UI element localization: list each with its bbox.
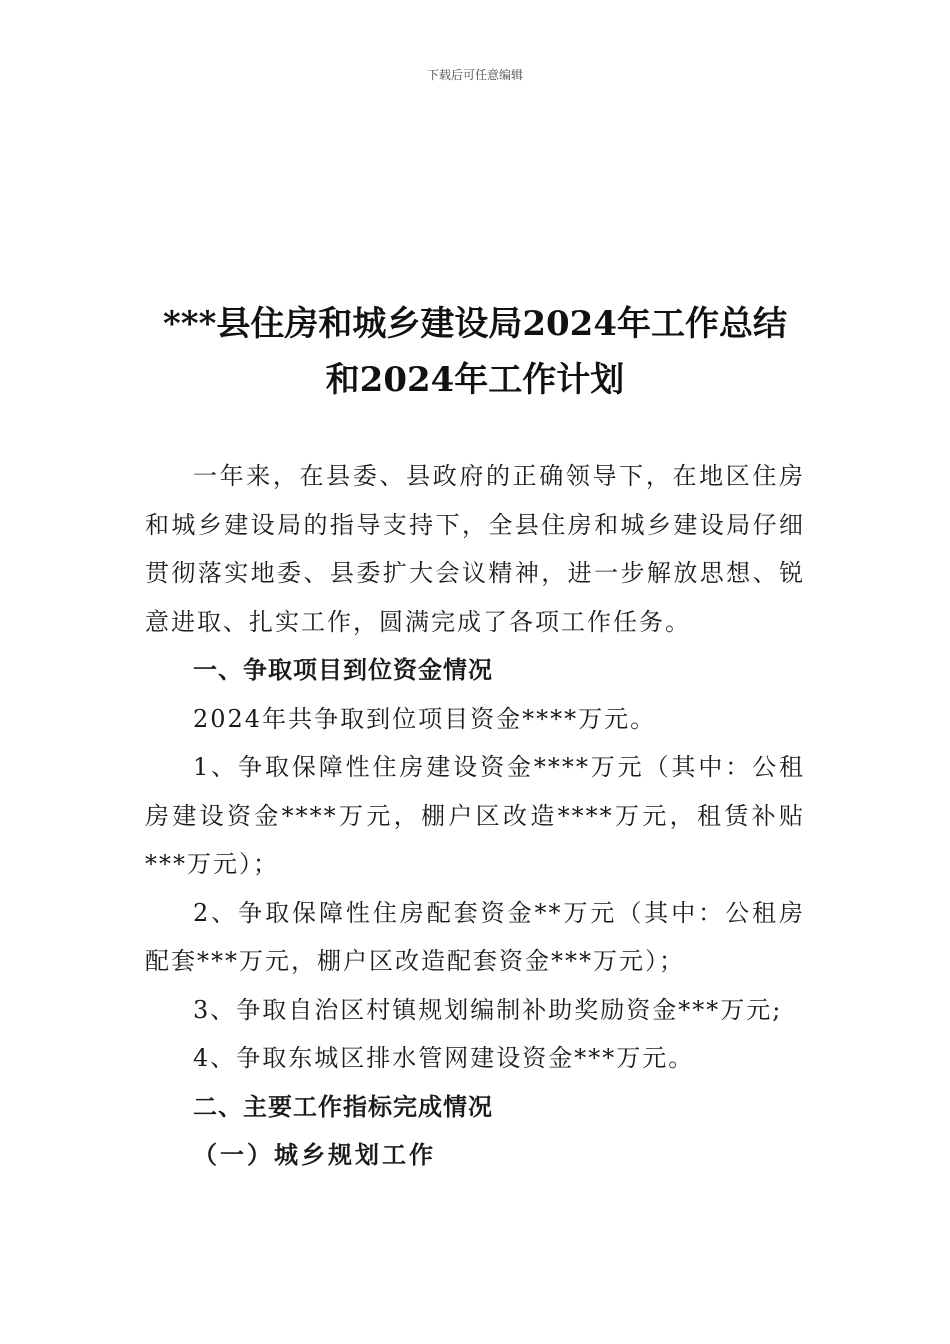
- page-header-note: 下载后可任意编辑: [426, 68, 523, 82]
- subsection-heading-planning: （一）城乡规划工作: [193, 1141, 436, 1169]
- intro-paragraph: 一年来，在县委、县政府的正确领导下，在地区住房和城乡建设局的指导支持下，全县住房和城乡建设局仔细贯彻落实地委、县委扩大会议精神，进一步解放思想、锐意进取、扎实工作，圆满完成了各项工作任务。: [145, 462, 805, 636]
- funding-item-3: 3、争取自治区村镇规划编制补助奖励资金***万元;: [193, 995, 783, 1024]
- section-heading-indicators: 二、主要工作指标完成情况: [193, 1092, 493, 1121]
- document-title: [0, 296, 950, 408]
- document-body: [145, 452, 805, 1180]
- title-line-2: 和2024年工作计划: [325, 360, 625, 400]
- funding-item-2: 2、争取保障性住房配套资金**万元（其中：公租房配套***万元，棚户区改造配套资金***万元）；: [145, 898, 805, 975]
- funding-item-4: 4、争取东城区排水管网建设资金***万元。: [193, 1044, 695, 1072]
- section-heading-funding: 一、争取项目到位资金情况: [193, 656, 493, 684]
- funding-item-1: 1、争取保障性住房建设资金****万元（其中：公租房建设资金****万元，棚户区改造****万元，租赁补贴***万元）；: [145, 753, 805, 878]
- title-line-1: ***县住房和城乡建设局2024年工作总结: [163, 304, 787, 344]
- funding-summary-paragraph: 2024年共争取到位项目资金****万元。: [193, 704, 657, 733]
